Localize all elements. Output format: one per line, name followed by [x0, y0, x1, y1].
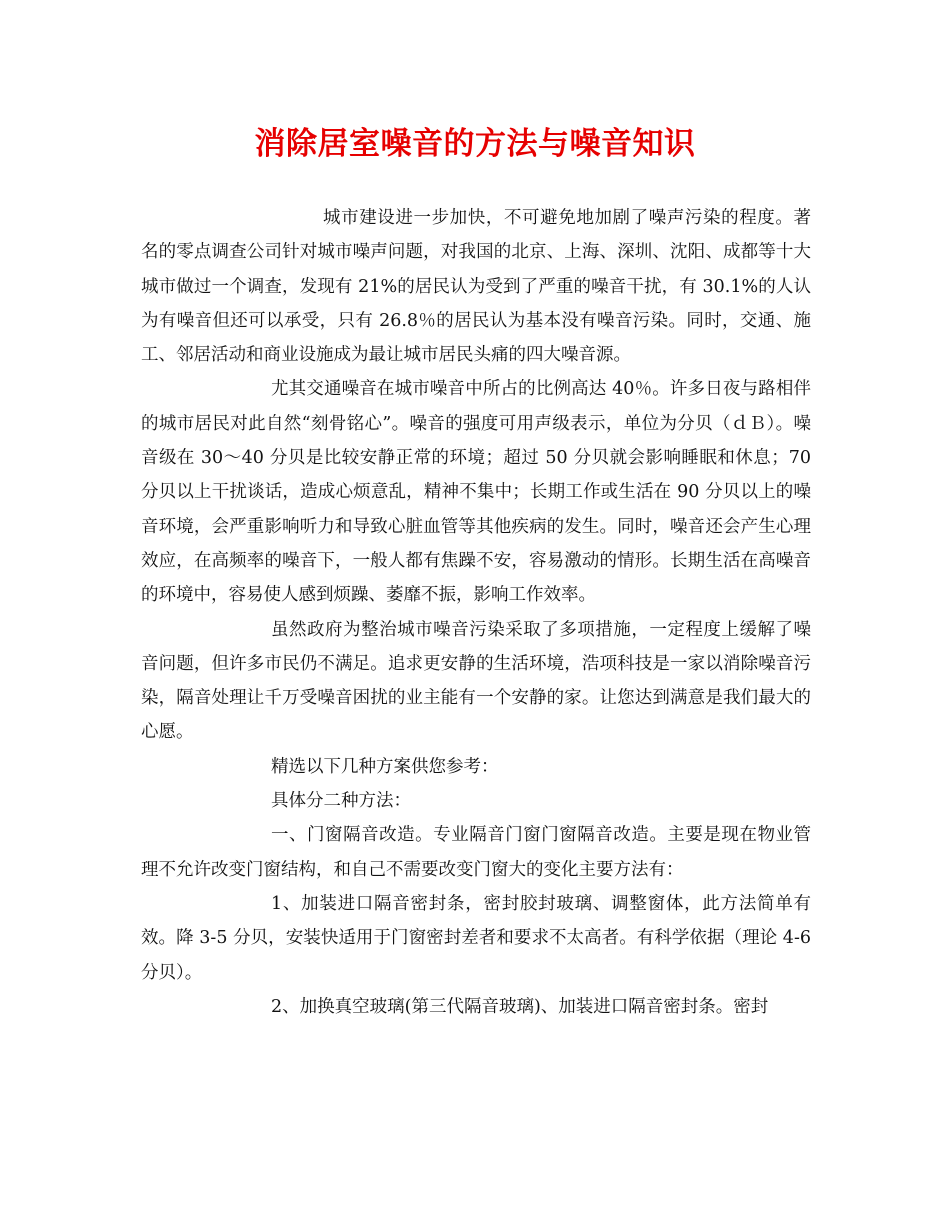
paragraph-company: 虽然政府为整治城市噪音污染采取了多项措施，一定程度上缓解了噪音问题，但许多市民仍不满足。追求更安静的生活环境，浩项科技是一家以消除噪音污染，隔音处理让千万受噪音困扰的业主能有一个安静的家。让您达到满意是我们最大的心愿。 — [141, 619, 811, 743]
paragraph-item-two: 2、加换真空玻璃(第三代隔音玻璃)、加装进口隔音密封条。密封 — [271, 996, 769, 1017]
paragraph-traffic-noise: 尤其交通噪音在城市噪音中所占的比例高达 40％。许多日夜与路相伴的城市居民对此自然“刻骨铭心”。噪音的强度可用声级表示，单位为分贝（ｄＢ）。噪音级在 30～40 分贝是比较安静正常的环境；超过 50 分贝就会影响睡眠和休息；70 分贝以上干扰谈话，造成心烦意乱，精神不集中；长期工作或生活在 90 分贝以上的噪音环境，会严重影响听力和导致心脏血管等其他疾病的发生。同时，噪音还会产生心理效应，在高频率的噪音下，一般人都有焦躁不安，容易激动的情形。长期生活在高噪音的环境中，容易使人感到烦躁、萎靡不振，影响工作效率。 — [141, 379, 811, 606]
paragraph-options-intro: 精选以下几种方案供您参考： — [271, 756, 499, 777]
paragraph-intro: 城市建设进一步加快，不可避免地加剧了噪声污染的程度。著名的零点调查公司针对城市噪声问题，对我国的北京、上海、深圳、沈阳、成都等十大城市做过一个调查，发现有 21%的居民认为受到了严重的噪音干扰，有 30.1%的人认为有噪音但还可以承受，只有 26.8％的居民认为基本没有噪音污染。同时，交通、施工、邻居活动和商业设施成为最让城市居民头痛的四大噪音源。 — [141, 208, 811, 366]
paragraph-methods-intro: 具体分二种方法： — [271, 791, 411, 812]
paragraph-item-one: 1、加装进口隔音密封条，密封胶封玻璃、调整窗体，此方法简单有效。降 3-5 分贝，安装快适用于门窗密封差者和要求不太高者。有科学依据（理论 4-6 分贝）。 — [141, 893, 811, 983]
paragraph-method-one: 一、门窗隔音改造。专业隔音门窗门窗隔音改造。主要是现在物业管理不允许改变门窗结构，和自己不需要改变门窗大的变化主要方法有： — [141, 825, 811, 880]
document-title: 消除居室噪音的方法与噪音知识 — [254, 126, 696, 162]
document-body — [141, 201, 811, 1024]
